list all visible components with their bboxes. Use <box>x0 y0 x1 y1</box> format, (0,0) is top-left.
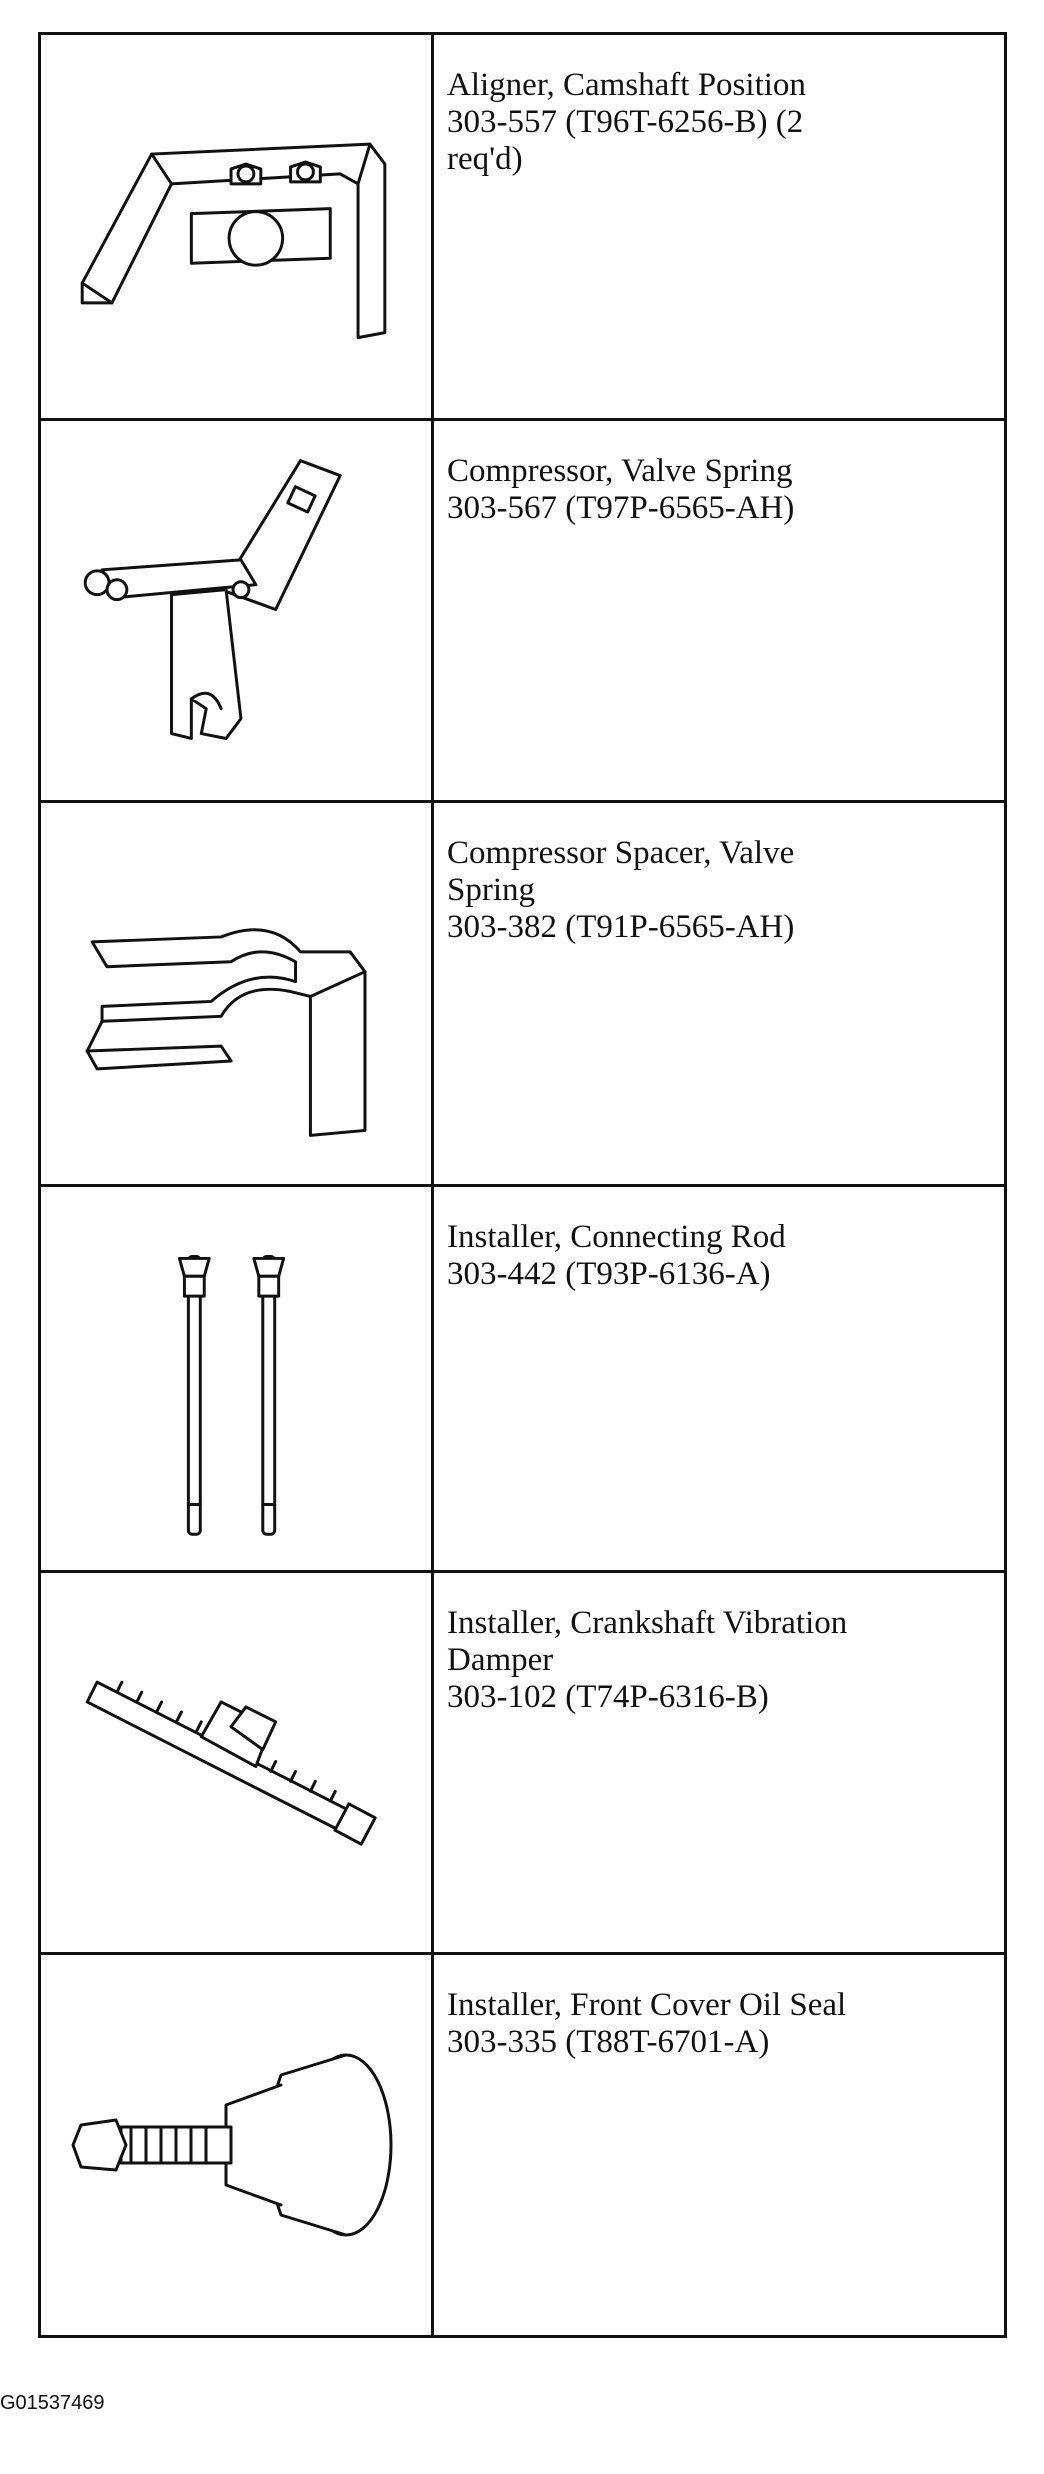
tool-description <box>447 453 994 527</box>
tool-description <box>447 835 994 946</box>
column-divider <box>431 421 434 800</box>
tool-name: Compressor Spacer, Valve <box>447 835 795 871</box>
tool-description <box>447 1987 994 2061</box>
column-divider <box>431 1955 434 2335</box>
column-divider <box>431 803 434 1184</box>
column-divider <box>431 35 434 418</box>
tool-part-number: Spring <box>447 872 536 908</box>
valve-spring-compressor-icon <box>41 421 431 800</box>
connecting-rod-installer-icon <box>41 1187 431 1570</box>
tool-part-number: 303-442 (T93P-6136-A) <box>447 1256 771 1292</box>
tool-name: Installer, Crankshaft Vibration <box>447 1605 848 1641</box>
column-divider <box>431 1573 434 1952</box>
tool-description <box>447 1605 994 1716</box>
tool-name: Installer, Connecting Rod <box>447 1219 786 1255</box>
tool-extra: 303-382 (T91P-6565-AH) <box>447 909 795 945</box>
tool-part-number: 303-567 (T97P-6565-AH) <box>447 490 795 526</box>
figure-id: G01537469 <box>0 2392 105 2414</box>
tool-description <box>447 1219 994 1293</box>
damper-installer-icon <box>41 1573 431 1952</box>
special-tools-table <box>38 32 1007 2338</box>
tool-description <box>447 67 994 178</box>
compressor-spacer-icon <box>41 803 431 1184</box>
table-row <box>41 421 1004 803</box>
tool-name: Installer, Front Cover Oil Seal <box>447 1987 847 2023</box>
camshaft-aligner-icon <box>41 35 431 418</box>
oil-seal-installer-icon <box>41 1955 431 2335</box>
tool-name: Aligner, Camshaft Position <box>447 67 806 103</box>
table-row <box>41 1187 1004 1573</box>
table-row <box>41 803 1004 1187</box>
tool-part-number: Damper <box>447 1642 554 1678</box>
column-divider <box>431 1187 434 1570</box>
table-row <box>41 1955 1004 2335</box>
table-row <box>41 35 1004 421</box>
tool-part-number: 303-557 (T96T-6256-B) (2 <box>447 104 804 140</box>
tool-extra: 303-102 (T74P-6316-B) <box>447 1679 769 1715</box>
tool-name: Compressor, Valve Spring <box>447 453 793 489</box>
tool-part-number: 303-335 (T88T-6701-A) <box>447 2024 770 2060</box>
tool-extra: req'd) <box>447 141 523 177</box>
table-row <box>41 1573 1004 1955</box>
